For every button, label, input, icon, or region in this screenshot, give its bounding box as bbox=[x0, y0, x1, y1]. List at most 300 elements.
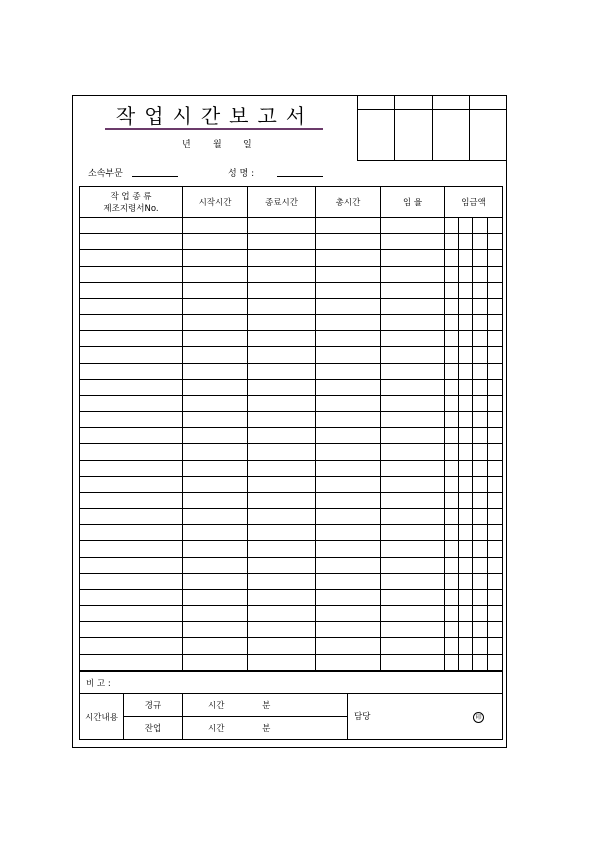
table-cell[interactable] bbox=[183, 654, 248, 670]
table-cell[interactable] bbox=[316, 331, 381, 347]
table-row bbox=[80, 250, 503, 266]
table-cell[interactable] bbox=[488, 234, 503, 250]
start-time-header: 시작시간 bbox=[183, 187, 248, 218]
table-cell[interactable] bbox=[473, 654, 488, 670]
table-cell[interactable] bbox=[316, 509, 381, 525]
table-cell[interactable] bbox=[381, 606, 445, 622]
table-cell[interactable] bbox=[248, 476, 316, 492]
table-cell[interactable] bbox=[248, 638, 316, 654]
table-cell[interactable] bbox=[445, 525, 459, 541]
table-cell[interactable] bbox=[381, 476, 445, 492]
table-cell[interactable] bbox=[488, 606, 503, 622]
table-cell[interactable] bbox=[248, 379, 316, 395]
department-field[interactable] bbox=[132, 176, 178, 177]
table-cell[interactable] bbox=[381, 218, 445, 234]
table-cell[interactable] bbox=[381, 282, 445, 298]
table-cell[interactable] bbox=[248, 606, 316, 622]
in-charge-label: 담당 bbox=[354, 712, 371, 722]
table-row bbox=[80, 525, 503, 541]
table-cell[interactable] bbox=[459, 573, 473, 589]
table-cell[interactable] bbox=[381, 347, 445, 363]
table-cell[interactable] bbox=[183, 606, 248, 622]
table-cell[interactable] bbox=[459, 654, 473, 670]
table-cell[interactable] bbox=[80, 444, 183, 460]
table-cell[interactable] bbox=[445, 298, 459, 314]
table-cell[interactable] bbox=[183, 282, 248, 298]
table-cell[interactable] bbox=[248, 573, 316, 589]
approval-box bbox=[357, 95, 507, 161]
table-cell[interactable] bbox=[183, 315, 248, 331]
table-cell[interactable] bbox=[183, 460, 248, 476]
table-cell[interactable] bbox=[183, 412, 248, 428]
table-cell[interactable] bbox=[445, 412, 459, 428]
table-cell[interactable] bbox=[248, 654, 316, 670]
table-cell[interactable] bbox=[183, 250, 248, 266]
table-cell[interactable] bbox=[183, 525, 248, 541]
table-cell[interactable] bbox=[445, 638, 459, 654]
table-cell[interactable] bbox=[183, 266, 248, 282]
table-cell[interactable] bbox=[488, 573, 503, 589]
table-cell[interactable] bbox=[183, 428, 248, 444]
table-cell[interactable] bbox=[316, 573, 381, 589]
table-cell[interactable] bbox=[473, 444, 488, 460]
table-cell[interactable] bbox=[459, 444, 473, 460]
table-cell[interactable] bbox=[473, 331, 488, 347]
table-cell[interactable] bbox=[316, 266, 381, 282]
table-row bbox=[80, 282, 503, 298]
table-row bbox=[80, 541, 503, 557]
date-month-label: 월 bbox=[213, 140, 222, 150]
table-cell[interactable] bbox=[445, 573, 459, 589]
table-cell[interactable] bbox=[459, 282, 473, 298]
table-cell[interactable] bbox=[80, 234, 183, 250]
table-cell[interactable] bbox=[488, 331, 503, 347]
table-cell[interactable] bbox=[459, 525, 473, 541]
table-cell[interactable] bbox=[316, 282, 381, 298]
table-cell[interactable] bbox=[381, 589, 445, 605]
table-cell[interactable] bbox=[316, 492, 381, 508]
table-cell[interactable] bbox=[183, 622, 248, 638]
table-cell[interactable] bbox=[316, 476, 381, 492]
table-cell[interactable] bbox=[248, 266, 316, 282]
table-cell[interactable] bbox=[183, 298, 248, 314]
table-cell[interactable] bbox=[445, 331, 459, 347]
table-cell[interactable] bbox=[248, 444, 316, 460]
table-cell[interactable] bbox=[445, 654, 459, 670]
table-cell[interactable] bbox=[80, 509, 183, 525]
table-cell[interactable] bbox=[183, 444, 248, 460]
table-cell[interactable] bbox=[248, 412, 316, 428]
table-cell[interactable] bbox=[183, 557, 248, 573]
table-cell[interactable] bbox=[183, 379, 248, 395]
date-year-label: 년 bbox=[182, 140, 191, 150]
table-cell[interactable] bbox=[381, 622, 445, 638]
table-cell[interactable] bbox=[459, 363, 473, 379]
table-cell[interactable] bbox=[445, 218, 459, 234]
table-cell[interactable] bbox=[488, 509, 503, 525]
table-cell[interactable] bbox=[445, 492, 459, 508]
table-cell[interactable] bbox=[473, 589, 488, 605]
table-cell[interactable] bbox=[248, 234, 316, 250]
in-charge-cell[interactable] bbox=[348, 694, 503, 740]
table-cell[interactable] bbox=[488, 654, 503, 670]
table-cell[interactable] bbox=[183, 589, 248, 605]
table-cell[interactable] bbox=[488, 282, 503, 298]
table-cell[interactable] bbox=[381, 315, 445, 331]
table-cell[interactable] bbox=[248, 315, 316, 331]
table-cell[interactable] bbox=[248, 589, 316, 605]
table-cell[interactable] bbox=[445, 444, 459, 460]
name-field[interactable] bbox=[277, 176, 323, 177]
approval-sign-cell[interactable] bbox=[469, 110, 506, 161]
table-cell[interactable] bbox=[248, 492, 316, 508]
table-cell[interactable] bbox=[488, 460, 503, 476]
table-cell[interactable] bbox=[183, 476, 248, 492]
table-cell[interactable] bbox=[459, 622, 473, 638]
table-cell[interactable] bbox=[80, 638, 183, 654]
table-cell[interactable] bbox=[80, 460, 183, 476]
table-cell[interactable] bbox=[183, 218, 248, 234]
table-cell[interactable] bbox=[248, 282, 316, 298]
table-cell[interactable] bbox=[80, 347, 183, 363]
table-row bbox=[80, 654, 503, 670]
table-cell[interactable] bbox=[80, 525, 183, 541]
approval-header-cell bbox=[395, 96, 432, 110]
title-underline bbox=[105, 128, 323, 130]
approval-sign-cell[interactable] bbox=[358, 110, 395, 161]
table-cell[interactable] bbox=[445, 282, 459, 298]
table-cell[interactable] bbox=[488, 557, 503, 573]
table-cell[interactable] bbox=[316, 250, 381, 266]
table-cell[interactable] bbox=[381, 395, 445, 411]
overtime-time-cell[interactable] bbox=[183, 717, 348, 740]
approval-header-cell bbox=[358, 96, 395, 110]
table-cell[interactable] bbox=[445, 379, 459, 395]
table-cell[interactable] bbox=[248, 250, 316, 266]
table-row bbox=[80, 476, 503, 492]
table-cell[interactable] bbox=[316, 589, 381, 605]
table-cell[interactable] bbox=[183, 363, 248, 379]
table-cell[interactable] bbox=[381, 428, 445, 444]
table-cell[interactable] bbox=[473, 250, 488, 266]
table-cell[interactable] bbox=[473, 557, 488, 573]
table-cell[interactable] bbox=[80, 492, 183, 508]
table-cell[interactable] bbox=[473, 638, 488, 654]
table-cell[interactable] bbox=[316, 363, 381, 379]
table-cell[interactable] bbox=[248, 395, 316, 411]
table-cell[interactable] bbox=[473, 298, 488, 314]
approval-sign-cell[interactable] bbox=[432, 110, 469, 161]
table-row bbox=[80, 234, 503, 250]
table-cell[interactable] bbox=[316, 525, 381, 541]
table-cell[interactable] bbox=[459, 331, 473, 347]
table-cell[interactable] bbox=[80, 379, 183, 395]
table-cell[interactable] bbox=[473, 492, 488, 508]
overtime-minute-label: 분 bbox=[262, 724, 271, 734]
approval-header-cell bbox=[469, 96, 506, 110]
table-cell[interactable] bbox=[80, 557, 183, 573]
table-cell[interactable] bbox=[248, 509, 316, 525]
table-cell[interactable] bbox=[445, 541, 459, 557]
table-cell[interactable] bbox=[488, 363, 503, 379]
table-cell[interactable] bbox=[80, 250, 183, 266]
table-row bbox=[80, 492, 503, 508]
end-time-header: 종료시간 bbox=[248, 187, 316, 218]
table-cell[interactable] bbox=[183, 331, 248, 347]
table-row bbox=[80, 395, 503, 411]
table-cell[interactable] bbox=[473, 509, 488, 525]
table-cell[interactable] bbox=[248, 331, 316, 347]
table-cell[interactable] bbox=[248, 622, 316, 638]
table-cell[interactable] bbox=[473, 541, 488, 557]
table-cell[interactable] bbox=[381, 638, 445, 654]
table-cell[interactable] bbox=[459, 476, 473, 492]
table-cell[interactable] bbox=[459, 266, 473, 282]
table-cell[interactable] bbox=[488, 525, 503, 541]
table-cell[interactable] bbox=[80, 573, 183, 589]
table-cell[interactable] bbox=[248, 541, 316, 557]
table-cell[interactable] bbox=[316, 379, 381, 395]
table-cell[interactable] bbox=[488, 589, 503, 605]
table-row bbox=[80, 315, 503, 331]
table-cell[interactable] bbox=[488, 444, 503, 460]
table-cell[interactable] bbox=[381, 412, 445, 428]
table-cell[interactable] bbox=[488, 395, 503, 411]
table-cell[interactable] bbox=[473, 266, 488, 282]
table-row bbox=[80, 573, 503, 589]
table-cell[interactable] bbox=[459, 492, 473, 508]
table-cell[interactable] bbox=[80, 476, 183, 492]
regular-type-cell bbox=[124, 694, 183, 717]
table-cell[interactable] bbox=[80, 589, 183, 605]
table-row bbox=[80, 331, 503, 347]
table-cell[interactable] bbox=[488, 412, 503, 428]
table-cell[interactable] bbox=[381, 654, 445, 670]
table-cell[interactable] bbox=[381, 557, 445, 573]
table-cell[interactable] bbox=[80, 606, 183, 622]
table-cell[interactable] bbox=[473, 606, 488, 622]
table-cell[interactable] bbox=[445, 460, 459, 476]
table-cell[interactable] bbox=[381, 331, 445, 347]
table-cell[interactable] bbox=[488, 638, 503, 654]
document-title: 작업시간보고서 bbox=[115, 104, 315, 128]
table-cell[interactable] bbox=[381, 573, 445, 589]
table-cell[interactable] bbox=[445, 315, 459, 331]
table-cell[interactable] bbox=[80, 395, 183, 411]
table-cell[interactable] bbox=[445, 250, 459, 266]
table-cell[interactable] bbox=[459, 638, 473, 654]
table-row bbox=[80, 298, 503, 314]
table-cell[interactable] bbox=[381, 250, 445, 266]
table-cell[interactable] bbox=[381, 492, 445, 508]
table-cell[interactable] bbox=[473, 412, 488, 428]
table-cell[interactable] bbox=[473, 573, 488, 589]
table-cell[interactable] bbox=[459, 589, 473, 605]
table-cell[interactable] bbox=[445, 557, 459, 573]
table-cell[interactable] bbox=[316, 428, 381, 444]
regular-time-cell[interactable] bbox=[183, 694, 348, 717]
table-cell[interactable] bbox=[473, 395, 488, 411]
table-cell[interactable] bbox=[316, 298, 381, 314]
table-cell[interactable] bbox=[445, 234, 459, 250]
table-cell[interactable] bbox=[473, 460, 488, 476]
table-cell[interactable] bbox=[248, 218, 316, 234]
table-cell[interactable] bbox=[183, 395, 248, 411]
table-cell[interactable] bbox=[459, 218, 473, 234]
remarks-cell[interactable] bbox=[80, 672, 503, 694]
overtime-type-label: 잔업 bbox=[144, 724, 162, 734]
table-cell[interactable] bbox=[473, 476, 488, 492]
table-cell[interactable] bbox=[473, 428, 488, 444]
table-cell[interactable] bbox=[316, 315, 381, 331]
table-cell[interactable] bbox=[80, 622, 183, 638]
table-cell[interactable] bbox=[459, 347, 473, 363]
table-cell[interactable] bbox=[445, 347, 459, 363]
table-cell[interactable] bbox=[445, 622, 459, 638]
table-cell[interactable] bbox=[248, 298, 316, 314]
table-cell[interactable] bbox=[488, 315, 503, 331]
table-cell[interactable] bbox=[381, 234, 445, 250]
table-cell[interactable] bbox=[80, 315, 183, 331]
order-number-label: 제조지령서No. bbox=[103, 204, 159, 214]
table-cell[interactable] bbox=[80, 266, 183, 282]
table-cell[interactable] bbox=[80, 541, 183, 557]
table-cell[interactable] bbox=[488, 298, 503, 314]
table-cell[interactable] bbox=[459, 395, 473, 411]
table-cell[interactable] bbox=[183, 573, 248, 589]
table-cell[interactable] bbox=[381, 266, 445, 282]
table-cell[interactable] bbox=[473, 218, 488, 234]
table-cell[interactable] bbox=[381, 363, 445, 379]
time-content-label: 시간내용 bbox=[85, 712, 118, 723]
table-cell[interactable] bbox=[316, 654, 381, 670]
table-cell[interactable] bbox=[80, 654, 183, 670]
table-cell[interactable] bbox=[80, 218, 183, 234]
table-cell[interactable] bbox=[488, 476, 503, 492]
table-cell[interactable] bbox=[445, 606, 459, 622]
table-cell[interactable] bbox=[445, 395, 459, 411]
table-cell[interactable] bbox=[316, 347, 381, 363]
table-cell[interactable] bbox=[248, 557, 316, 573]
table-cell[interactable] bbox=[445, 363, 459, 379]
work-log-rows bbox=[80, 218, 503, 671]
table-cell[interactable] bbox=[80, 298, 183, 314]
table-cell[interactable] bbox=[381, 541, 445, 557]
table-cell[interactable] bbox=[459, 557, 473, 573]
table-cell[interactable] bbox=[445, 428, 459, 444]
table-cell[interactable] bbox=[445, 476, 459, 492]
table-cell[interactable] bbox=[488, 347, 503, 363]
table-cell[interactable] bbox=[488, 266, 503, 282]
table-cell[interactable] bbox=[381, 444, 445, 460]
table-cell[interactable] bbox=[183, 234, 248, 250]
table-cell[interactable] bbox=[459, 606, 473, 622]
table-cell[interactable] bbox=[316, 444, 381, 460]
table-cell[interactable] bbox=[248, 525, 316, 541]
table-cell[interactable] bbox=[80, 331, 183, 347]
table-cell[interactable] bbox=[80, 428, 183, 444]
table-cell[interactable] bbox=[248, 347, 316, 363]
table-cell[interactable] bbox=[445, 266, 459, 282]
table-cell[interactable] bbox=[381, 379, 445, 395]
table-cell[interactable] bbox=[248, 363, 316, 379]
table-cell[interactable] bbox=[445, 589, 459, 605]
table-cell[interactable] bbox=[316, 638, 381, 654]
table-cell[interactable] bbox=[316, 622, 381, 638]
table-cell[interactable] bbox=[488, 379, 503, 395]
table-cell[interactable] bbox=[248, 460, 316, 476]
approval-sign-cell[interactable] bbox=[395, 110, 432, 161]
table-cell[interactable] bbox=[459, 412, 473, 428]
table-cell[interactable] bbox=[473, 234, 488, 250]
table-cell[interactable] bbox=[473, 622, 488, 638]
table-cell[interactable] bbox=[381, 298, 445, 314]
table-cell[interactable] bbox=[459, 509, 473, 525]
table-cell[interactable] bbox=[473, 282, 488, 298]
table-cell[interactable] bbox=[473, 379, 488, 395]
table-cell[interactable] bbox=[316, 460, 381, 476]
table-cell[interactable] bbox=[316, 557, 381, 573]
table-row bbox=[80, 363, 503, 379]
table-cell[interactable] bbox=[488, 541, 503, 557]
table-cell[interactable] bbox=[459, 428, 473, 444]
table-cell[interactable] bbox=[316, 395, 381, 411]
table-cell[interactable] bbox=[459, 250, 473, 266]
table-row bbox=[80, 266, 503, 282]
table-cell[interactable] bbox=[459, 298, 473, 314]
regular-type-label: 경규 bbox=[144, 701, 162, 711]
table-cell[interactable] bbox=[80, 412, 183, 428]
table-cell[interactable] bbox=[473, 347, 488, 363]
table-cell[interactable] bbox=[381, 509, 445, 525]
table-row bbox=[80, 557, 503, 573]
table-cell[interactable] bbox=[473, 525, 488, 541]
table-cell[interactable] bbox=[183, 638, 248, 654]
table-cell[interactable] bbox=[473, 315, 488, 331]
work-log-table bbox=[79, 186, 503, 671]
table-cell[interactable] bbox=[183, 347, 248, 363]
table-cell[interactable] bbox=[459, 234, 473, 250]
table-cell[interactable] bbox=[248, 428, 316, 444]
table-cell[interactable] bbox=[459, 379, 473, 395]
table-cell[interactable] bbox=[488, 218, 503, 234]
table-cell[interactable] bbox=[80, 282, 183, 298]
table-cell[interactable] bbox=[80, 363, 183, 379]
table-cell[interactable] bbox=[316, 412, 381, 428]
overtime-hour-label: 시간 bbox=[208, 724, 225, 734]
table-cell[interactable] bbox=[445, 509, 459, 525]
table-cell[interactable] bbox=[488, 622, 503, 638]
table-cell[interactable] bbox=[488, 250, 503, 266]
table-cell[interactable] bbox=[459, 460, 473, 476]
table-cell[interactable] bbox=[381, 525, 445, 541]
table-cell[interactable] bbox=[316, 218, 381, 234]
table-cell[interactable] bbox=[183, 541, 248, 557]
table-cell[interactable] bbox=[459, 315, 473, 331]
table-cell[interactable] bbox=[316, 606, 381, 622]
table-cell[interactable] bbox=[316, 234, 381, 250]
table-cell[interactable] bbox=[316, 541, 381, 557]
total-time-header: 총시간 bbox=[316, 187, 381, 218]
table-cell[interactable] bbox=[488, 492, 503, 508]
table-cell[interactable] bbox=[473, 363, 488, 379]
table-cell[interactable] bbox=[488, 428, 503, 444]
table-cell[interactable] bbox=[459, 541, 473, 557]
table-cell[interactable] bbox=[381, 460, 445, 476]
table-cell[interactable] bbox=[183, 492, 248, 508]
table-cell[interactable] bbox=[183, 509, 248, 525]
department-label: 소속부문 bbox=[88, 169, 123, 179]
